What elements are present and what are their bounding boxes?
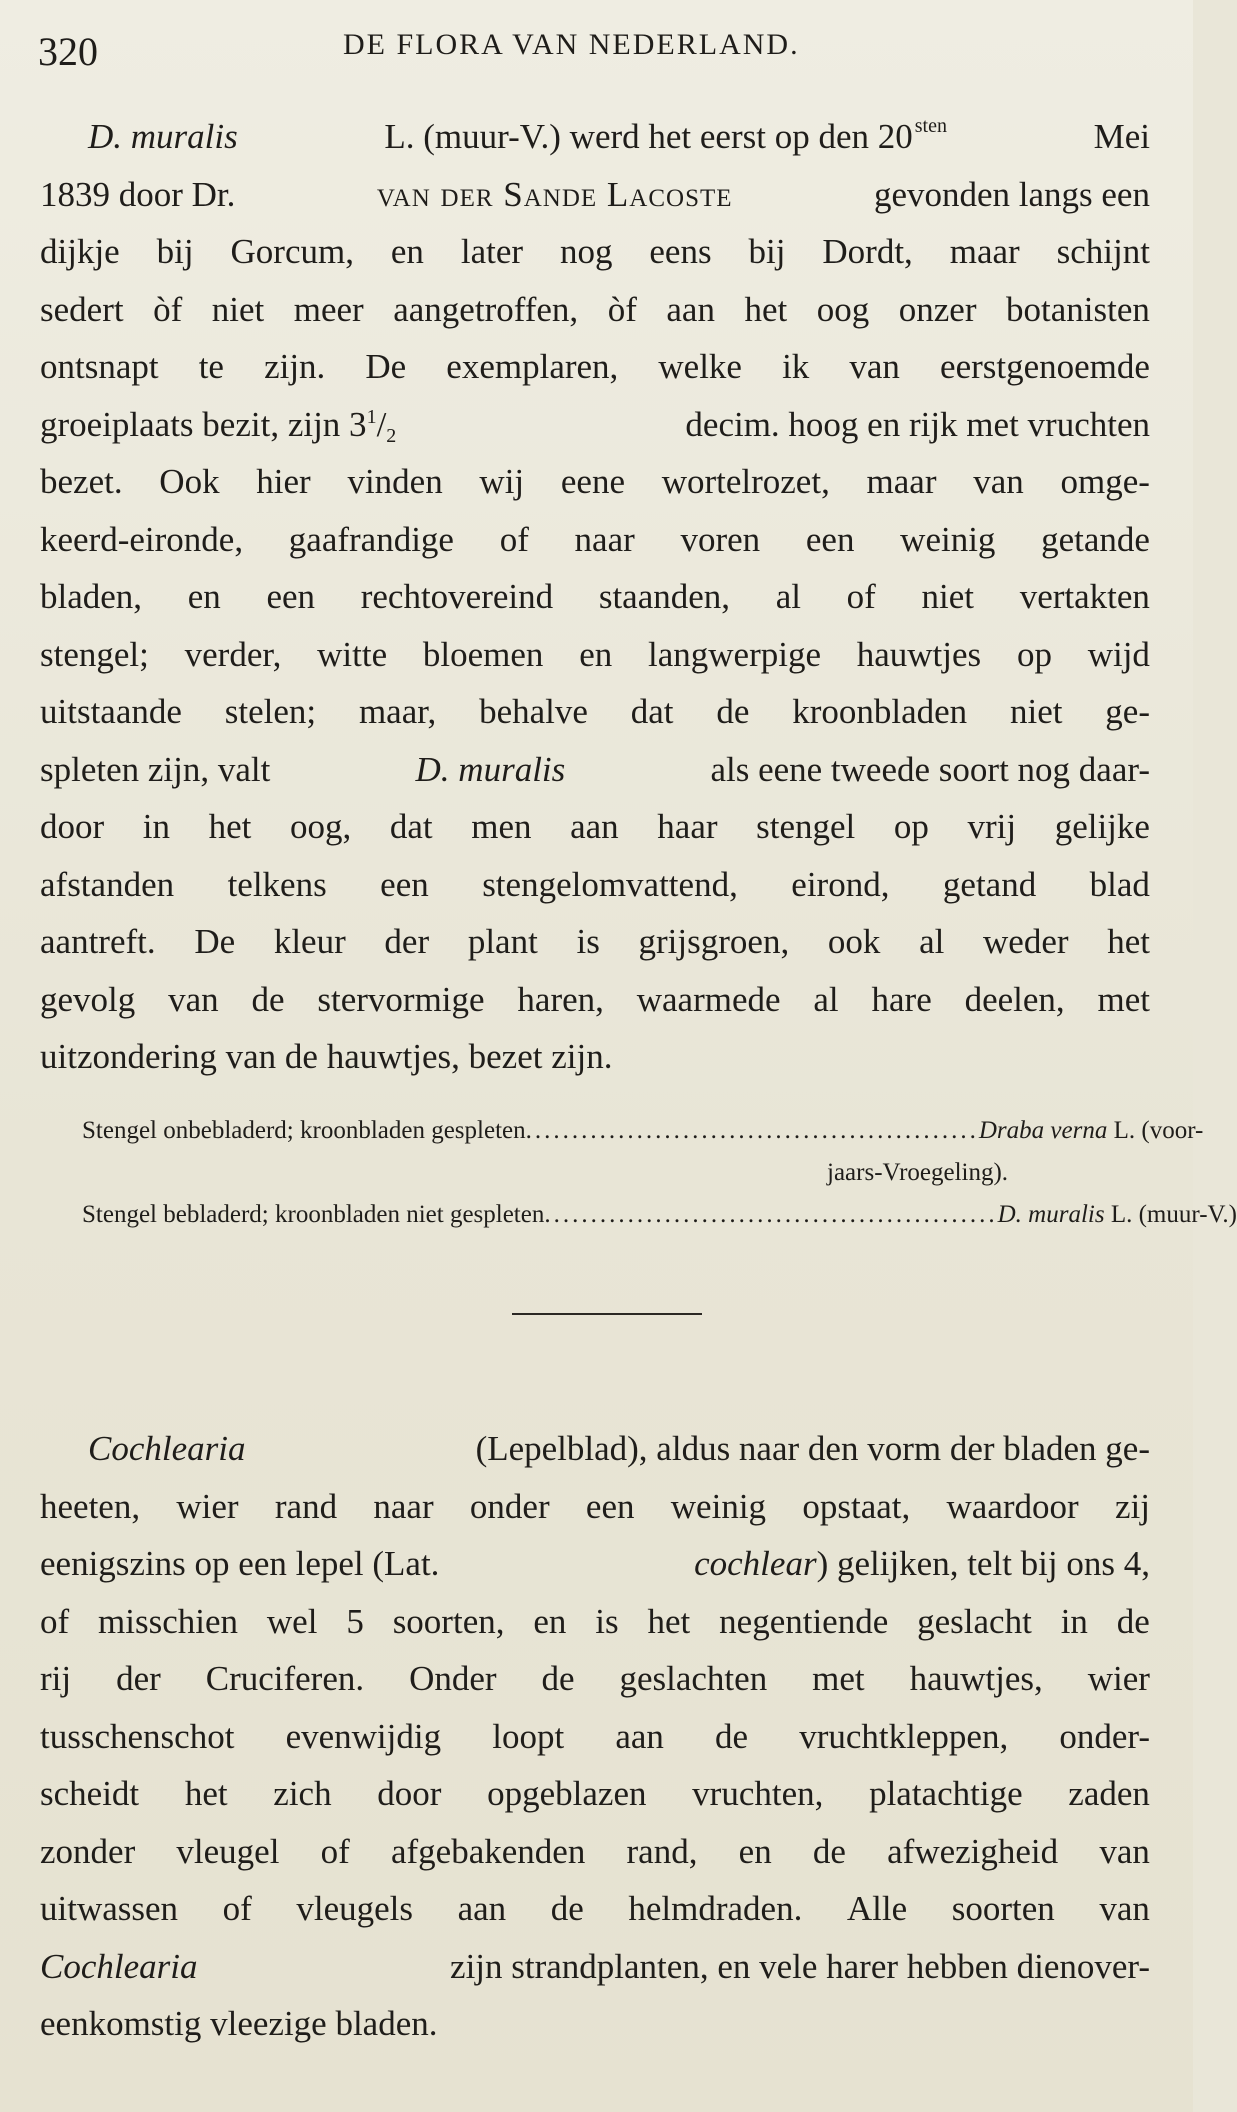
paragraph-muralis (40, 108, 1150, 1086)
text-segment: gevonden langs een (873, 174, 1150, 214)
text-line: uitzondering van de hauwtjes, bezet zijn. (40, 1037, 613, 1076)
text-line: gevolg van de stervormige haren, waarmede al hare deelen, met (40, 979, 1150, 1019)
taxon-name: D. muralis (997, 1201, 1105, 1228)
text-line (40, 741, 1150, 799)
text-line (40, 1535, 1150, 1593)
key-result: D. muralis L. (muur-V.) (997, 1201, 1237, 1228)
text-line: bezet. Ook hier vinden wij eene wortelrozet, maar van omge- (40, 462, 1150, 501)
key-continuation: jaars-Vroegeling). (827, 1159, 1009, 1186)
text-line (40, 1420, 1150, 1478)
text-line: zonder vleugel of afgebakenden rand, en de afwezigheid van (40, 1831, 1150, 1871)
text-line: stengel; verder, witte bloemen en langwerpige hauwtjes op wijd (40, 634, 1150, 674)
text-line: heeten, wier rand naar onder een weinig opstaat, waardoor zij (40, 1486, 1150, 1526)
section-divider (512, 1313, 702, 1315)
text-segment: cochlear) gelijken, telt bij ons 4, (694, 1544, 1150, 1583)
text-line: eenkomstig vleezige bladen. (40, 2004, 438, 2043)
superscript: sten (914, 115, 947, 137)
page-number: 320 (38, 29, 98, 74)
leader-dots: ................................................. (544, 1201, 998, 1228)
identification-key (82, 1110, 1237, 1236)
text-line (40, 166, 1150, 224)
text-segment: spleten zijn, valt (40, 749, 271, 789)
text-line: of misschien wel 5 soorten, en is het negentiende geslacht in de (40, 1601, 1150, 1641)
text-line (40, 396, 1150, 454)
text-line: aantreft. De kleur der plant is grijsgroen, ook al weder het (40, 922, 1150, 961)
text-segment: eenigszins op een lepel (Lat. (40, 1544, 440, 1583)
text-line (40, 1938, 1150, 1996)
leader-dots: ................................................. (525, 1117, 979, 1144)
text-line: uitwassen of vleugels aan de helmdraden. Alle soorten van (40, 1889, 1150, 1928)
text-line: bladen, en een rechtovereind staanden, al of niet vertakten (40, 577, 1150, 616)
key-result: Draba verna L. (voor- (978, 1117, 1204, 1144)
text-line: sedert òf niet meer aangetroffen, òf aan het oog onzer botanisten (40, 289, 1150, 329)
text-segment: decim. hoog en rijk met vruchten (685, 404, 1150, 444)
text-line: rij der Cruciferen. Onder de geslachten met hauwtjes, wier (40, 1659, 1150, 1698)
fraction: $^1$/2 (366, 404, 397, 447)
text-segment: groeiplaats bezit, zijn $3^1/2$ (40, 396, 396, 460)
taxon-name: Draba verna (978, 1117, 1108, 1144)
text-segment: als eene tweede soort nog daar- (710, 749, 1150, 789)
latin-term: cochlear (694, 1544, 817, 1583)
text-line: ontsnapt te zijn. De exemplaren, welke ik van eerstgenoemde (40, 347, 1150, 386)
text-line: tusschenschot evenwijdig loopt aan de vruchtkleppen, onder- (40, 1716, 1150, 1756)
page-header (38, 28, 1148, 78)
key-description: Stengel onbebladerd; kroonbladen gespleten (82, 1117, 526, 1144)
text-line: scheidt het zich door opgeblazen vruchten, platachtige zaden (40, 1774, 1150, 1813)
key-description: Stengel bebladerd; kroonbladen niet gespleten (82, 1201, 545, 1228)
genus-name: Cochlearia (40, 1946, 198, 1986)
text-line (40, 108, 1150, 166)
person-name: van der Sande Lacoste (376, 174, 733, 214)
taxon-name: D. muralis (88, 117, 238, 156)
key-row (82, 1110, 1204, 1152)
key-row (82, 1194, 1237, 1236)
text-segment: zijn strandplanten, en vele harer hebben dienover- (450, 1946, 1150, 1986)
text-line: door in het oog, dat men aan haar stengel op vrij gelijke (40, 807, 1150, 846)
text-segment: L. (muur-V.) werd het eerst op den 20 $^{sten}$ (384, 115, 947, 156)
text-line: afstanden telkens een stengelomvattend, eirond, getand blad (40, 864, 1150, 904)
running-title: DE FLORA VAN NEDERLAND. (343, 28, 800, 61)
genus-name: Cochlearia (88, 1429, 246, 1468)
taxon-name: D. muralis (415, 749, 566, 789)
text-segment: Mei (1093, 117, 1150, 156)
text-line: dijkje bij Gorcum, en later nog eens bij Dordt, maar schijnt (40, 232, 1150, 271)
text-segment: 1839 door Dr. (40, 174, 236, 214)
text-line: keerd-eironde, gaafrandige of naar voren een weinig getande (40, 519, 1150, 559)
paragraph-cochlearia (40, 1420, 1150, 2053)
text-line: uitstaande stelen; maar, behalve dat de kroonbladen niet ge- (40, 692, 1150, 731)
text-segment: (Lepelblad), aldus naar den vorm der bladen ge- (475, 1429, 1150, 1468)
